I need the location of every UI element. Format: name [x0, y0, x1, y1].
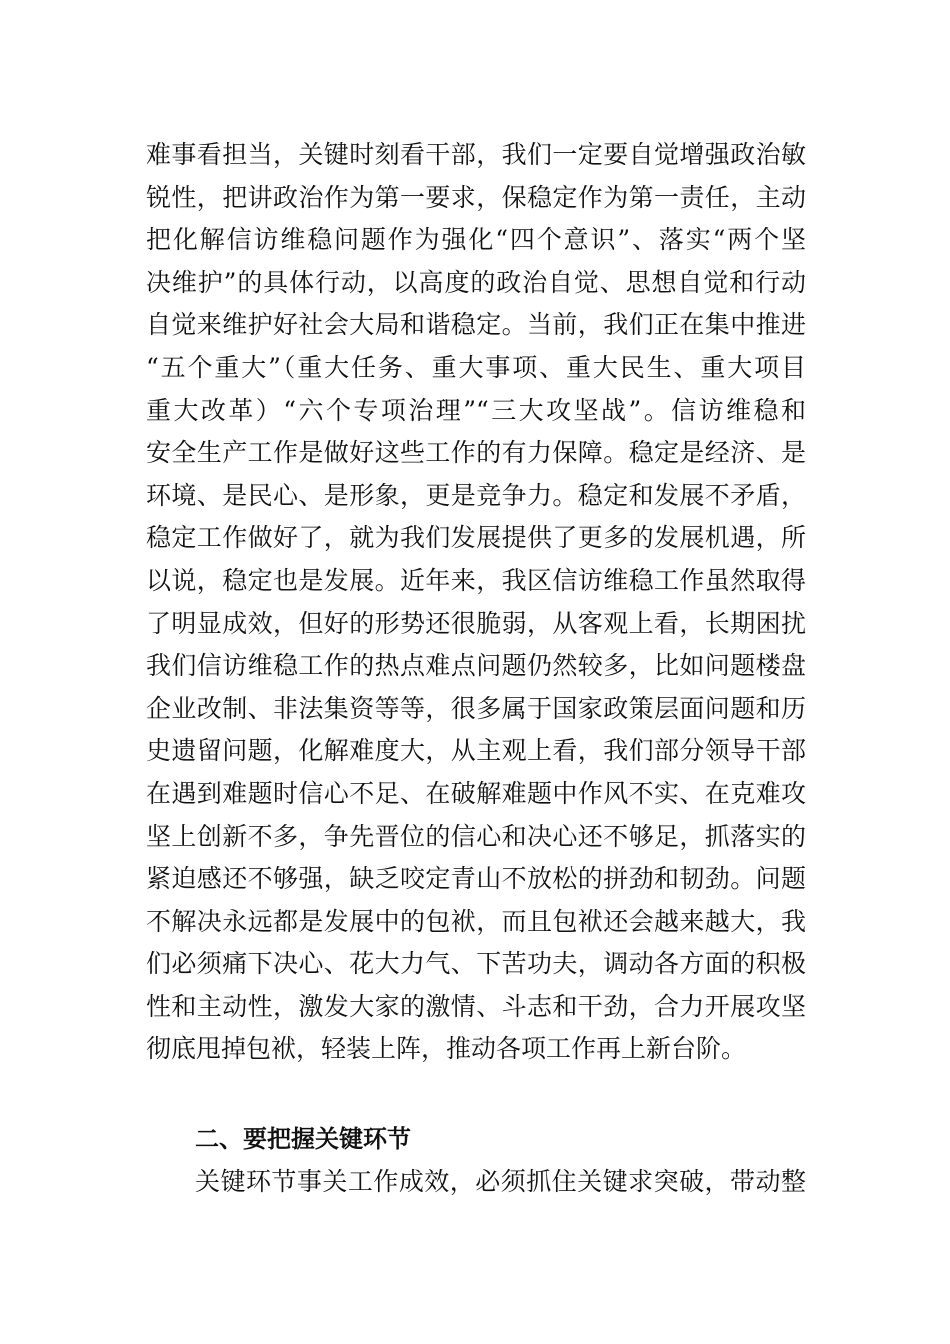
paragraph-line: 在遇到难题时信心不足、在破解难题中作风不实、在克难攻 [146, 778, 806, 808]
paragraph-line: 自觉来维护好社会大局和谐稳定。当前，我们正在集中推进 [146, 310, 806, 340]
paragraph-line: 企业改制、非法集资等等，很多属于国家政策层面问题和历 [146, 693, 806, 723]
paragraph-line: 安全生产工作是做好这些工作的有力保障。稳定是经济、是 [146, 438, 806, 468]
paragraph-line: 我们信访维稳工作的热点难点问题仍然较多，比如问题楼盘 [146, 651, 806, 681]
paragraph-line: 以说，稳定也是发展。近年来，我区信访维稳工作虽然取得 [146, 565, 806, 595]
paragraph-line: 不解决永远都是发展中的包袱，而且包袱还会越来越大，我 [146, 906, 806, 936]
paragraph-line: 性和主动性，激发大家的激情、斗志和干劲，合力开展攻坚 [146, 991, 806, 1021]
paragraph-line: 稳定工作做好了，就为我们发展提供了更多的发展机遇，所 [146, 523, 806, 553]
paragraph-line: 彻底甩掉包袱，轻装上阵，推动各项工作再上新台阶。 [146, 1034, 747, 1064]
paragraph-line: 环境、是民心、是形象，更是竞争力。稳定和发展不矛盾， [146, 480, 806, 510]
paragraph-line: 决维护”的具体行动，以高度的政治自觉、思想自觉和行动 [146, 267, 806, 297]
section-heading: 二、要把握关键环节 [195, 1125, 411, 1153]
paragraph-line: “五个重大”（重大任务、重大事项、重大民生、重大项目 [146, 352, 806, 382]
paragraph-line: 难事看担当，关键时刻看干部，我们一定要自觉增强政治敏 [146, 140, 806, 169]
paragraph-line: 了明显成效，但好的形势还很脆弱，从客观上看，长期困扰 [146, 608, 806, 638]
paragraph-line: 们必须痛下决心、花大力气、下苦功夫，调动各方面的积极 [146, 949, 806, 979]
paragraph-line: 重大改革）“六个专项治理”“三大攻坚战”。信访维稳和 [146, 395, 806, 425]
paragraph-line: 把化解信访维稳问题作为强化“四个意识”、落实“两个坚 [146, 225, 806, 255]
section-first-line: 关键环节事关工作成效，必须抓住关键求突破，带动整 [195, 1167, 806, 1196]
paragraph-line: 锐性，把讲政治作为第一要求，保稳定作为第一责任，主动 [146, 182, 806, 212]
paragraph-line: 坚上创新不多，争先晋位的信心和决心还不够足，抓落实的 [146, 821, 806, 851]
paragraph-line: 史遗留问题，化解难度大，从主观上看，我们部分领导干部 [146, 736, 806, 766]
paragraph-line: 紧迫感还不够强，缺乏咬定青山不放松的拼劲和韧劲。问题 [146, 864, 806, 894]
paragraph-body [146, 134, 806, 1071]
